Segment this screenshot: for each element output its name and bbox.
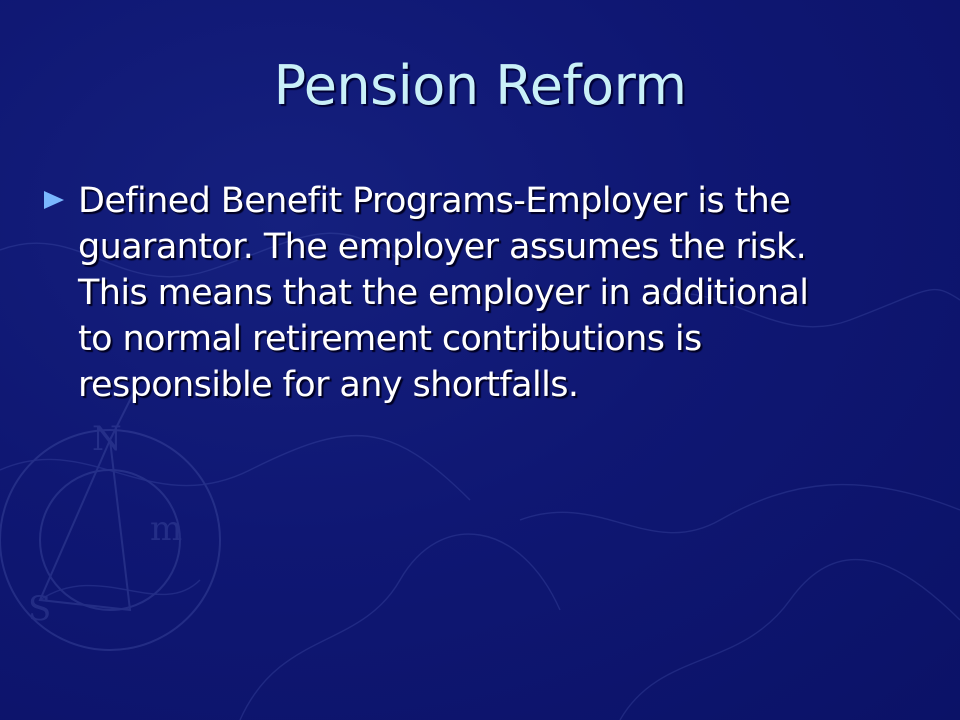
bullet-line: responsible for any shortfalls. — [78, 365, 579, 405]
bullet-line: to normal retirement contributions is — [78, 319, 702, 359]
bullet-list — [42, 178, 912, 408]
bullet-item — [42, 178, 912, 408]
bullet-line: This means that the employer in additional — [78, 273, 809, 313]
svg-text:N: N — [92, 419, 122, 459]
slide-title: Pension Reform — [273, 54, 687, 117]
svg-text:S: S — [28, 589, 52, 629]
arrow-bullet-icon — [44, 191, 64, 209]
bullet-line: guarantor. The employer assumes the risk. — [78, 227, 807, 267]
svg-text:m: m — [150, 509, 183, 549]
bullet-line: Defined Benefit Programs-Employer is the — [78, 181, 791, 221]
